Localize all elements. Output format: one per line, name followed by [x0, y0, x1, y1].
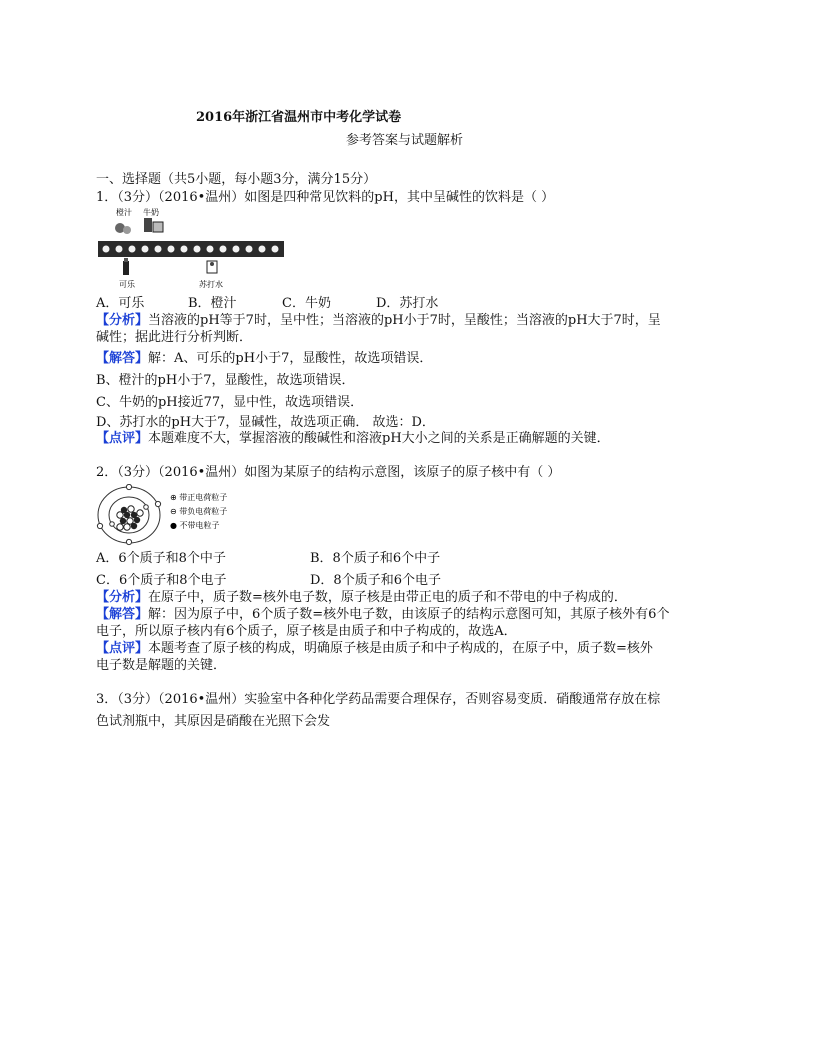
orange-juice-icon: [115, 223, 131, 234]
answer-text-line-2: B、橙汁的pH小于7，显酸性，故选项错误．: [96, 373, 355, 388]
analysis-tag: 【分析】: [96, 590, 149, 605]
question-1-comment: [96, 431, 610, 447]
ph-scale-marker: [206, 245, 214, 253]
question-1-option-c: C．牛奶: [282, 296, 331, 311]
answer-tag: 【解答】: [96, 351, 149, 366]
question-1-stem: 1．（3分）（2016•温州）如图是四种常见饮料的pH，其中呈碱性的饮料是（ ）: [96, 190, 555, 205]
ph-scale-marker: [258, 245, 266, 253]
ph-scale-figure: [96, 206, 286, 292]
analysis-text-line-1: 当溶液的pH等于7时，呈中性；当溶液的pH小于7时，呈酸性；当溶液的pH大于7时，呈: [148, 313, 661, 328]
soda-water-icon: [207, 261, 217, 273]
question-1-option-a: A．可乐: [96, 296, 145, 311]
question-2-analysis: [96, 590, 627, 606]
ph-scale-marker: [154, 245, 162, 253]
question-2-comment: [96, 641, 653, 657]
answer-text-line-2: 电子，所以原子核内有6个质子，原子核是由质子和中子构成的，故选A．: [96, 624, 517, 639]
question-2-option-b: B．8个质子和6个中子: [310, 551, 441, 566]
question-3-stem-line-1: 3．（3分）（2016•温州）实验室中各种化学药品需要合理保存，否则容易变质．硝酸通常存放在棕: [96, 692, 661, 707]
ph-scale-marker: [245, 245, 253, 253]
answer-text-line-3: C、牛奶的pH接近77，显中性，故选项错误．: [96, 395, 364, 410]
ph-scale-bar: [98, 241, 284, 257]
ph-scale-marker: [115, 245, 123, 253]
section-heading: 一、选择题（共5小题，每小题3分，满分15分）: [96, 172, 377, 187]
ph-scale-marker: [141, 245, 149, 253]
legend-positive: ⊕ 带正电荷粒子: [170, 493, 228, 502]
question-3-stem-line-2: 色试剂瓶中，其原因是硝酸在光照下会发: [96, 714, 331, 729]
legend-negative: ⊖ 带负电荷粒子: [170, 507, 228, 516]
question-1-option-d: D．苏打水: [376, 296, 439, 311]
ph-scale-marker: [102, 245, 110, 253]
question-2-option-a: A．6个质子和8个中子: [96, 551, 226, 566]
question-1-analysis: [96, 313, 661, 329]
cola-bottle-icon: [123, 258, 129, 275]
comment-text-line-2: 电子数是解题的关键．: [96, 658, 227, 673]
nucleus: [117, 506, 143, 530]
ph-scale-marker: [167, 245, 175, 253]
figure-label-milk: 牛奶: [143, 208, 159, 217]
ph-scale-marker: [128, 245, 136, 253]
page-title: 2016年浙江省温州市中考化学试卷: [196, 110, 402, 125]
comment-tag: 【点评】: [96, 431, 149, 446]
question-2-option-c: C．6个质子和8个电子: [96, 573, 227, 588]
answer-text-line-1: 解：A、可乐的pH小于7，显酸性，故选项错误．: [148, 351, 433, 366]
ph-scale-marker: [193, 245, 201, 253]
ph-scale-marker: [219, 245, 227, 253]
page-subtitle: 参考答案与试题解析: [346, 133, 464, 148]
question-1-answer: [96, 351, 432, 367]
analysis-tag: 【分析】: [96, 313, 149, 328]
comment-tag: 【点评】: [96, 641, 149, 656]
comment-text: 本题难度不大，掌握溶液的酸碱性和溶液pH大小之间的关系是正确解题的关键．: [148, 431, 610, 446]
answer-text-line-1: 解：因为原子中，6个质子数=核外电子数，由该原子的结构示意图可知，其原子核外有6个: [148, 607, 670, 622]
question-1-option-b: B．橙汁: [188, 296, 237, 311]
comment-text-line-1: 本题考查了原子核的构成，明确原子核是由质子和中子构成的，在原子中，质子数=核外: [148, 641, 653, 656]
ph-scale-marker: [232, 245, 240, 253]
atom-structure-figure: [96, 484, 266, 546]
analysis-text-line-1: 在原子中，质子数=核外电子数，原子核是由带正电的质子和不带电的中子构成的．: [148, 590, 627, 605]
question-2-stem: 2．（3分）（2016•温州）如图为某原子的结构示意图，该原子的原子核中有（ ）: [96, 465, 561, 480]
analysis-text-line-2: 碱性；据此进行分析判断．: [96, 330, 253, 345]
question-2-option-d: D．8个质子和6个电子: [310, 573, 441, 588]
figure-label-cola: 可乐: [119, 280, 135, 289]
ph-scale-marker: [180, 245, 188, 253]
ph-scale-marker: [271, 245, 279, 253]
question-2-answer: [96, 607, 669, 623]
figure-label-orange-juice: 橙汁: [116, 208, 132, 217]
figure-label-soda-water: 苏打水: [199, 280, 223, 289]
legend-neutral: ● 不带电粒子: [170, 521, 220, 530]
milk-icon: [144, 218, 163, 232]
answer-tag: 【解答】: [96, 607, 149, 622]
answer-text-line-4: D、苏打水的pH大于7，显碱性，故选项正确． 故选：D．: [96, 415, 435, 430]
